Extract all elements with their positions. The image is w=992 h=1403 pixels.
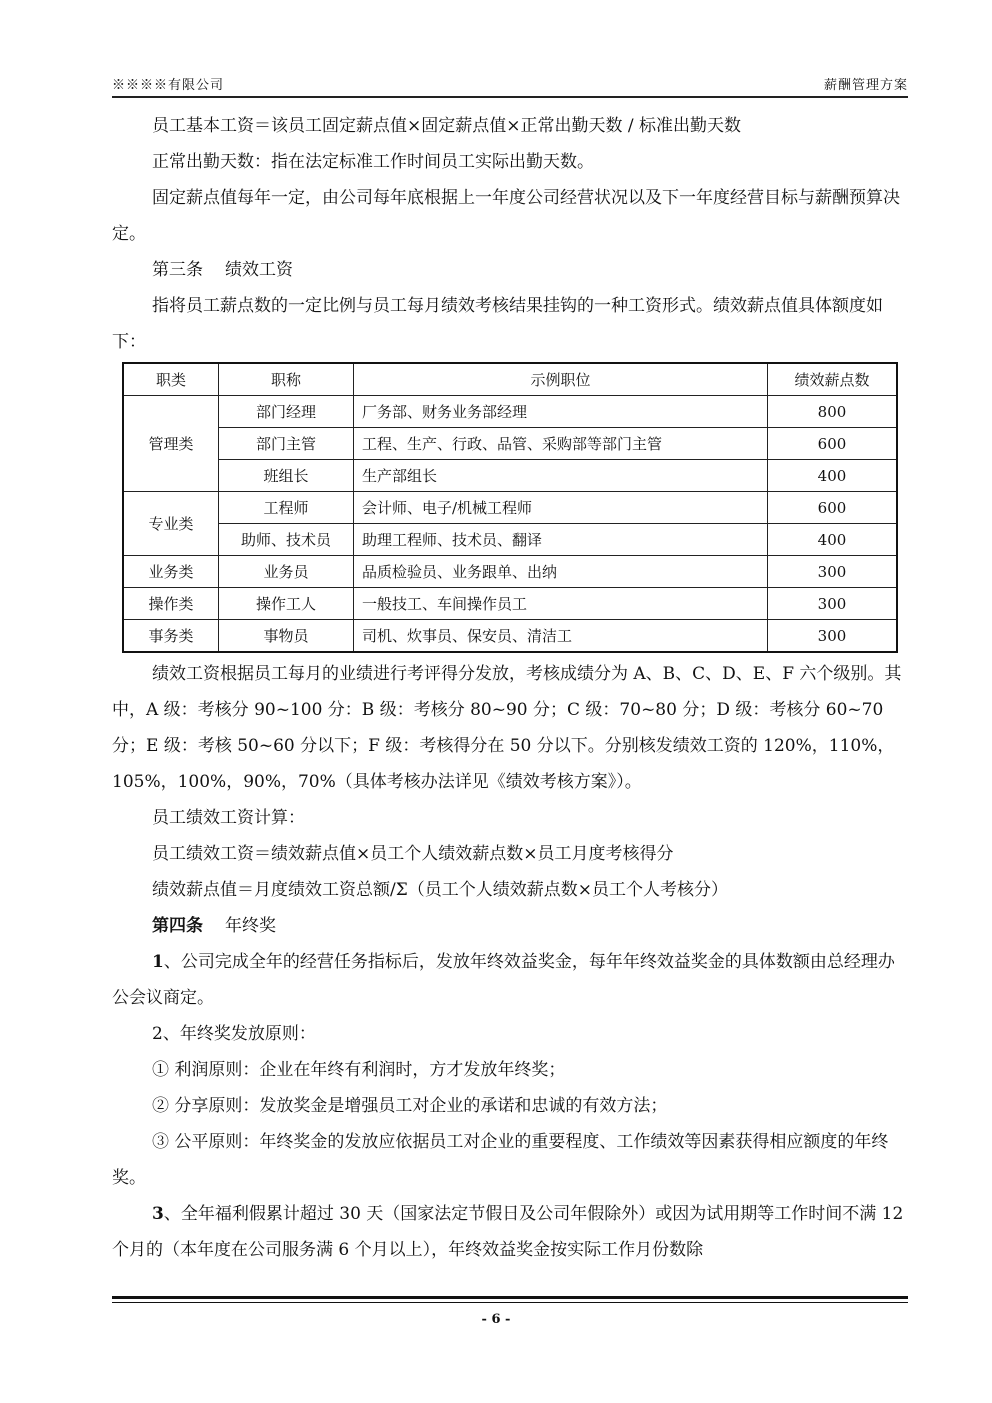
paragraph: ② 分享原则：发放奖金是增强员工对企业的承诺和忠诚的有效方法； [152, 1096, 668, 1116]
table-header-row [123, 363, 897, 396]
table-row [123, 620, 897, 653]
title-cell: 事物员 [219, 620, 354, 653]
category-cell: 专业类 [123, 492, 219, 556]
article-title: 绩效工资 [225, 260, 293, 280]
paragraph: 绩效工资根据员工每月的业绩进行考评得分发放，考核成绩分为 A、B、C、D、E、F 六个级别。其中，A 级：考核分 90~100 分：B 级：考核分 80~90 分；C 级：70~80 分；D 级：考核分 60~70 分；E 级：考核 50~60 分以下；F 级：考核得分在 50 分以下。分别核发绩效工资的 120%，110%，105%，100%，90%，70%（具体考核办法详见《绩效考核方案》）。 [112, 664, 902, 792]
header-company: ※※※※有限公司 [112, 78, 225, 93]
paragraph: 员工基本工资＝该员工固定薪点值×固定薪点值×正常出勤天数 / 标准出勤天数 [152, 116, 742, 136]
table-row [123, 492, 897, 524]
paragraph: ③ 公平原则：年终奖金的发放应依据员工对企业的重要程度、工作绩效等因素获得相应额度的年终奖。 [112, 1132, 889, 1188]
points-cell: 400 [768, 524, 898, 556]
example-cell: 助理工程师、技术员、翻译 [354, 524, 768, 556]
category-cell: 操作类 [123, 588, 219, 620]
article-number: 第四条 [152, 916, 203, 936]
header-doc-title: 薪酬管理方案 [823, 78, 908, 93]
table-row [123, 396, 897, 428]
table-row [123, 588, 897, 620]
points-cell: 300 [768, 588, 898, 620]
example-cell: 工程、生产、行政、品管、采购部等部门主管 [354, 428, 768, 460]
article-3-heading [112, 252, 908, 288]
article-number: 第三条 [152, 260, 203, 280]
performance-points-table [122, 362, 898, 653]
paragraph: ① 利润原则：企业在年终有利润时，方才发放年终奖； [152, 1060, 566, 1080]
points-cell: 300 [768, 620, 898, 653]
item-text: 、全年福利假累计超过 30 天（国家法定节假日及公司年假除外）或因为试用期等工作时间不满 12 个月的（本年度在公司服务满 6 个月以上），年终效益奖金按实际工作月份数除 [112, 1204, 904, 1260]
title-cell: 班组长 [219, 460, 354, 492]
example-cell: 生产部组长 [354, 460, 768, 492]
paragraph [112, 1196, 908, 1268]
paragraph: 指将员工薪点数的一定比例与员工每月绩效考核结果挂钩的一种工资形式。绩效薪点值具体额度如下： [112, 296, 883, 352]
title-cell: 部门主管 [219, 428, 354, 460]
example-cell: 厂务部、财务业务部经理 [354, 396, 768, 428]
category-cell: 事务类 [123, 620, 219, 653]
table-header-cell: 示例职位 [354, 363, 768, 396]
paragraph: 固定薪点值每年一定，由公司每年底根据上一年度公司经营状况以及下一年度经营目标与薪酬预算决定。 [112, 188, 900, 244]
example-cell: 司机、炊事员、保安员、清洁工 [354, 620, 768, 653]
paragraph [112, 944, 908, 1016]
example-cell: 一般技工、车间操作员工 [354, 588, 768, 620]
points-cell: 600 [768, 428, 898, 460]
page-number: - 6 - [481, 1312, 511, 1327]
example-cell: 会计师、电子/机械工程师 [354, 492, 768, 524]
item-number: 1 [152, 952, 164, 972]
table-row [123, 556, 897, 588]
table-row [123, 428, 897, 460]
table-header-cell: 绩效薪点数 [768, 363, 898, 396]
document-body [112, 108, 908, 1268]
paragraph: 员工绩效工资计算： [152, 808, 305, 828]
article-title: 年终奖 [225, 916, 276, 936]
table-header-cell: 职类 [123, 363, 219, 396]
title-cell: 操作工人 [219, 588, 354, 620]
points-cell: 400 [768, 460, 898, 492]
title-cell: 业务员 [219, 556, 354, 588]
paragraph: 2、年终奖发放原则： [152, 1024, 316, 1044]
paragraph: 员工绩效工资＝绩效薪点值×员工个人绩效薪点数×员工月度考核得分 [152, 844, 674, 864]
item-text: 、公司完成全年的经营任务指标后，发放年终效益奖金，每年年终效益奖金的具体数额由总经理办公会议商定。 [112, 952, 895, 1008]
footer-divider [112, 1296, 908, 1299]
points-cell: 600 [768, 492, 898, 524]
header-divider [112, 96, 908, 98]
category-cell: 管理类 [123, 396, 219, 492]
points-cell: 800 [768, 396, 898, 428]
article-4-heading [112, 908, 908, 944]
category-cell: 业务类 [123, 556, 219, 588]
title-cell: 工程师 [219, 492, 354, 524]
item-number: 3 [152, 1204, 164, 1224]
title-cell: 助师、技术员 [219, 524, 354, 556]
example-cell: 品质检验员、业务跟单、出纳 [354, 556, 768, 588]
table-row [123, 524, 897, 556]
table-header-cell: 职称 [219, 363, 354, 396]
table-row [123, 460, 897, 492]
paragraph: 正常出勤天数：指在法定标准工作时间员工实际出勤天数。 [152, 152, 594, 172]
footer-divider [112, 1302, 908, 1303]
title-cell: 部门经理 [219, 396, 354, 428]
points-cell: 300 [768, 556, 898, 588]
page-header [112, 70, 908, 94]
paragraph: 绩效薪点值＝月度绩效工资总额/Σ（员工个人绩效薪点数×员工个人考核分） [152, 880, 728, 900]
